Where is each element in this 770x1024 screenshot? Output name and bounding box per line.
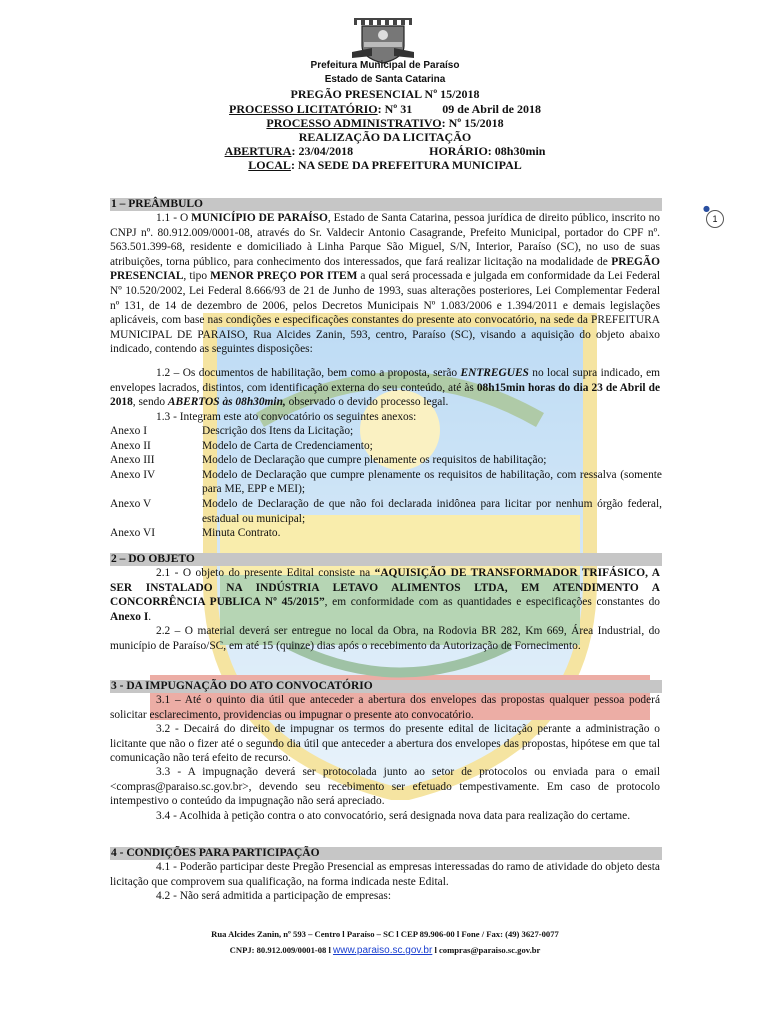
annex-row <box>110 526 662 541</box>
annex-description: Descrição dos Itens da Licitação; <box>202 425 354 437</box>
p12-text-a: 1.2 – Os documentos de habilitação, bem como a proposta, serão <box>156 367 461 379</box>
processo-lic-value: : Nº 31 <box>377 102 413 116</box>
local-label: LOCAL <box>248 158 291 172</box>
processo-administrativo <box>0 116 770 131</box>
annex-key: Anexo III <box>110 454 155 467</box>
paragraph-1-1 <box>110 211 660 357</box>
paragraph-4-2 <box>110 889 660 904</box>
annex-key: Anexo I <box>110 425 148 437</box>
annex-key: Anexo II <box>110 439 151 452</box>
p34-text: 3.4 - Acolhida à petição contra o ato convocatório, será designada nova data para realização do certame. <box>156 810 631 822</box>
section-heading-preambulo: 1 – PREÂMBULO <box>110 198 662 211</box>
p21-text-a: 2.1 - O objeto do presente Edital consiste na <box>156 567 375 579</box>
processo-adm-label: PROCESSO ADMINISTRATIVO <box>266 116 442 130</box>
footer-email: l compras@paraiso.sc.gov.br <box>432 945 541 955</box>
annex-row <box>110 424 662 439</box>
p21-text-e: . <box>148 610 152 623</box>
paragraph-2-2 <box>110 624 660 653</box>
p21-objeto: “AQUISIÇÃO DE TRANSFORMADOR TRIFÁSICO, A SER INSTALADO NA INDÚSTRIA LETAVO ALIMENTOS LTDA, EM ATENDIMENTO A CONCORRÊNCIA PUBLICA Nº 45/2015” <box>110 567 660 609</box>
annex-key: Anexo V <box>110 497 152 510</box>
page-number: 1 <box>706 210 724 228</box>
p11-modalidade: PREGÃO PRESENCIAL <box>110 255 660 283</box>
p12-abertos: ABERTOS às 08h30min, <box>167 396 286 409</box>
annex-description: Modelo de Declaração que cumpre plenamente os requisitos de habilitação, com ressalva (somente para ME, EPP e MEI); <box>202 468 662 496</box>
p33-text: 3.3 - A impugnação deverá ser protocolada junto ao setor de protocolos ou enviada para o email <compras@paraiso.sc.gov.br>, devendo seu recebimento ser efetuado tempestivamente. Em caso de protocolo intempestivo o conteúdo da impugnação não será apreciado. <box>110 766 660 808</box>
paragraph-3-2 <box>110 722 660 766</box>
p12-text-c: no local supra indicado, em envelopes lacrados, distintos, com identificação externa do seu conteúdo, até às <box>110 367 660 394</box>
footer-cnpj: CNPJ: 80.912.009/0001-08 l <box>229 945 334 955</box>
p22-text: 2.2 – O material deverá ser entregue no local da Obra, na Rodovia BR 282, Km 669, Área Industrial, do município de Paraíso/SC, em até 15 (quinze) dias após o recebimento da Autorização de Fornecimento. <box>110 625 660 652</box>
p11-text-e: , tipo <box>183 270 211 283</box>
annex-row <box>110 453 662 468</box>
p21-anexo: Anexo I <box>110 610 149 623</box>
municipal-crest-logo <box>352 18 414 64</box>
p11-text-g: a qual será processada e julgada em conformidade da Lei Federal Nº 10.520/2002, Lei Federal 8.666/93 de 21 de Junho de 1993, suas alterações posteriores, Lei Complementar Federal nº 131, de 14 de dezembro de 2006, pelos Decretos Municipais Nº 1.083/2006 e 1.394/2011 e demais legislações aplicáveis, com base nas condições e especificações constantes do presente ato convocatório, na sede da PREFEITURA MUNICIPAL DE PARAISO, Rua Alcides Zanin, 593, centro, Paraíso (SC), visando a aquisição do objeto abaixo indicado, contendo as seguintes disposições: <box>110 270 661 356</box>
annex-list <box>110 424 662 541</box>
section-heading-participacao: 4 - CONDIÇÕES PARA PARTICIPAÇÃO <box>110 847 662 860</box>
annex-key: Anexo VI <box>110 527 156 540</box>
annex-description: Minuta Contrato. <box>202 527 281 540</box>
abertura-value: : 23/04/2018 <box>291 144 354 158</box>
footer-contact <box>0 945 770 956</box>
processo-adm-value: : Nº 15/2018 <box>441 116 504 130</box>
paragraph-3-4 <box>110 809 660 824</box>
website-link[interactable]: www.paraiso.sc.gov.br <box>333 945 433 956</box>
p41-text: 4.1 - Poderão participar deste Pregão Presencial as empresas interessadas do ramo de atividade do objeto desta licitação que comprovem sua qualificação, na forma indicada neste Edital. <box>110 861 660 888</box>
paragraph-3-3 <box>110 765 660 809</box>
pregao-title: PREGÃO PRESENCIAL Nº 15/2018 <box>290 87 480 101</box>
section-heading-objeto: 2 – DO OBJETO <box>110 553 662 566</box>
paragraph-3-1 <box>110 693 660 722</box>
p31-text: 3.1 – Até o quinto dia útil que anteceder a abertura dos envelopes das propostas qualquer pessoa poderá solicitar esclarecimento, providencias ou impugnar o presente ato convocatório. <box>110 694 660 721</box>
p12-deadline: 08h15min horas do dia 23 de Abril de 2018 <box>110 381 660 409</box>
p11-text-a: 1.1 - O <box>156 212 192 224</box>
annex-description: Modelo de Carta de Credenciamento; <box>202 439 373 452</box>
p32-text: 3.2 - Decairá do direito de impugnar os termos do presente edital de licitação perante a administração o licitante que não o fizer até o segundo dia útil que anteceder a abertura dos envelopes das propostas, hipótese em que tal comunicação não terá efeito de recurso. <box>110 723 660 765</box>
horario-value: HORÁRIO: 08h30min <box>429 144 546 158</box>
realizacao-title: REALIZAÇÃO DA LICITAÇÃO <box>298 130 472 144</box>
org-name: Prefeitura Municipal de Paraíso <box>310 60 460 71</box>
processo-lic-date: 09 de Abril de 2018 <box>442 102 541 116</box>
footer-address: Rua Alcides Zanin, nº 593 – Centro l Paraíso – SC l CEP 89.906-00 l Fone / Fax: (49) 3627-0077 <box>211 929 559 939</box>
local-value: : NA SEDE DA PREFEITURA MUNICIPAL <box>290 158 522 172</box>
annex-key: Anexo IV <box>110 468 156 481</box>
section-heading-impugnacao: 3 - DA IMPUGNAÇÃO DO ATO CONVOCATÓRIO <box>110 680 662 693</box>
p21-text-c: , em conformidade com as quantidades e especificações constantes do <box>324 596 660 609</box>
page-marker-icon: ● <box>703 204 710 213</box>
p12-text-e: , sendo <box>132 396 168 409</box>
annex-row <box>110 497 662 526</box>
annex-description: Modelo de Declaração que cumpre plenamente os requisitos de habilitação; <box>202 454 547 467</box>
abertura-label: ABERTURA <box>224 144 292 158</box>
p12-entregues: ENTREGUES <box>460 367 529 379</box>
abertura-line <box>0 144 770 159</box>
local-line <box>0 158 770 173</box>
paragraph-2-1 <box>110 566 660 624</box>
annex-description: Modelo de Declaração de que não foi declarada inidônea para licitar por nenhum órgão federal, estadual ou municipal; <box>202 497 662 525</box>
p42-text: 4.2 - Não será admitida a participação de empresas: <box>156 890 391 902</box>
p11-municipio: MUNICÍPIO DE PARAÍSO <box>191 212 328 224</box>
annex-row <box>110 468 662 497</box>
processo-licitatorio <box>0 102 770 117</box>
p13-text: 1.3 - Integram este ato convocatório os seguintes anexos: <box>156 411 417 423</box>
paragraph-1-2 <box>110 366 660 410</box>
p11-tipo: MENOR PREÇO POR ITEM <box>210 270 358 283</box>
state-name: Estado de Santa Catarina <box>324 74 446 85</box>
annex-row <box>110 439 662 454</box>
processo-lic-label: PROCESSO LICITATÓRIO <box>229 102 378 116</box>
paragraph-1-3 <box>110 410 660 425</box>
p11-text-c: , Estado de Santa Catarina, pessoa jurídica de direito público, inscrito no CNPJ nº. 80.912.009/0001-08, através do Sr. Valdecir Antonio Casagrande, Prefeito Municipal, portador do CPF nº. 563.501.399-68, residente e domiciliado à Linha Parque São Miguel, S/N, Interior, Paraíso (SC), no uso de suas atribuições, torna público, para conhecimento dos interessados, que fará realizar licitação na modalidade de <box>110 212 661 268</box>
p12-text-g: observado o devido processo legal. <box>285 396 449 409</box>
paragraph-4-1 <box>110 860 660 889</box>
